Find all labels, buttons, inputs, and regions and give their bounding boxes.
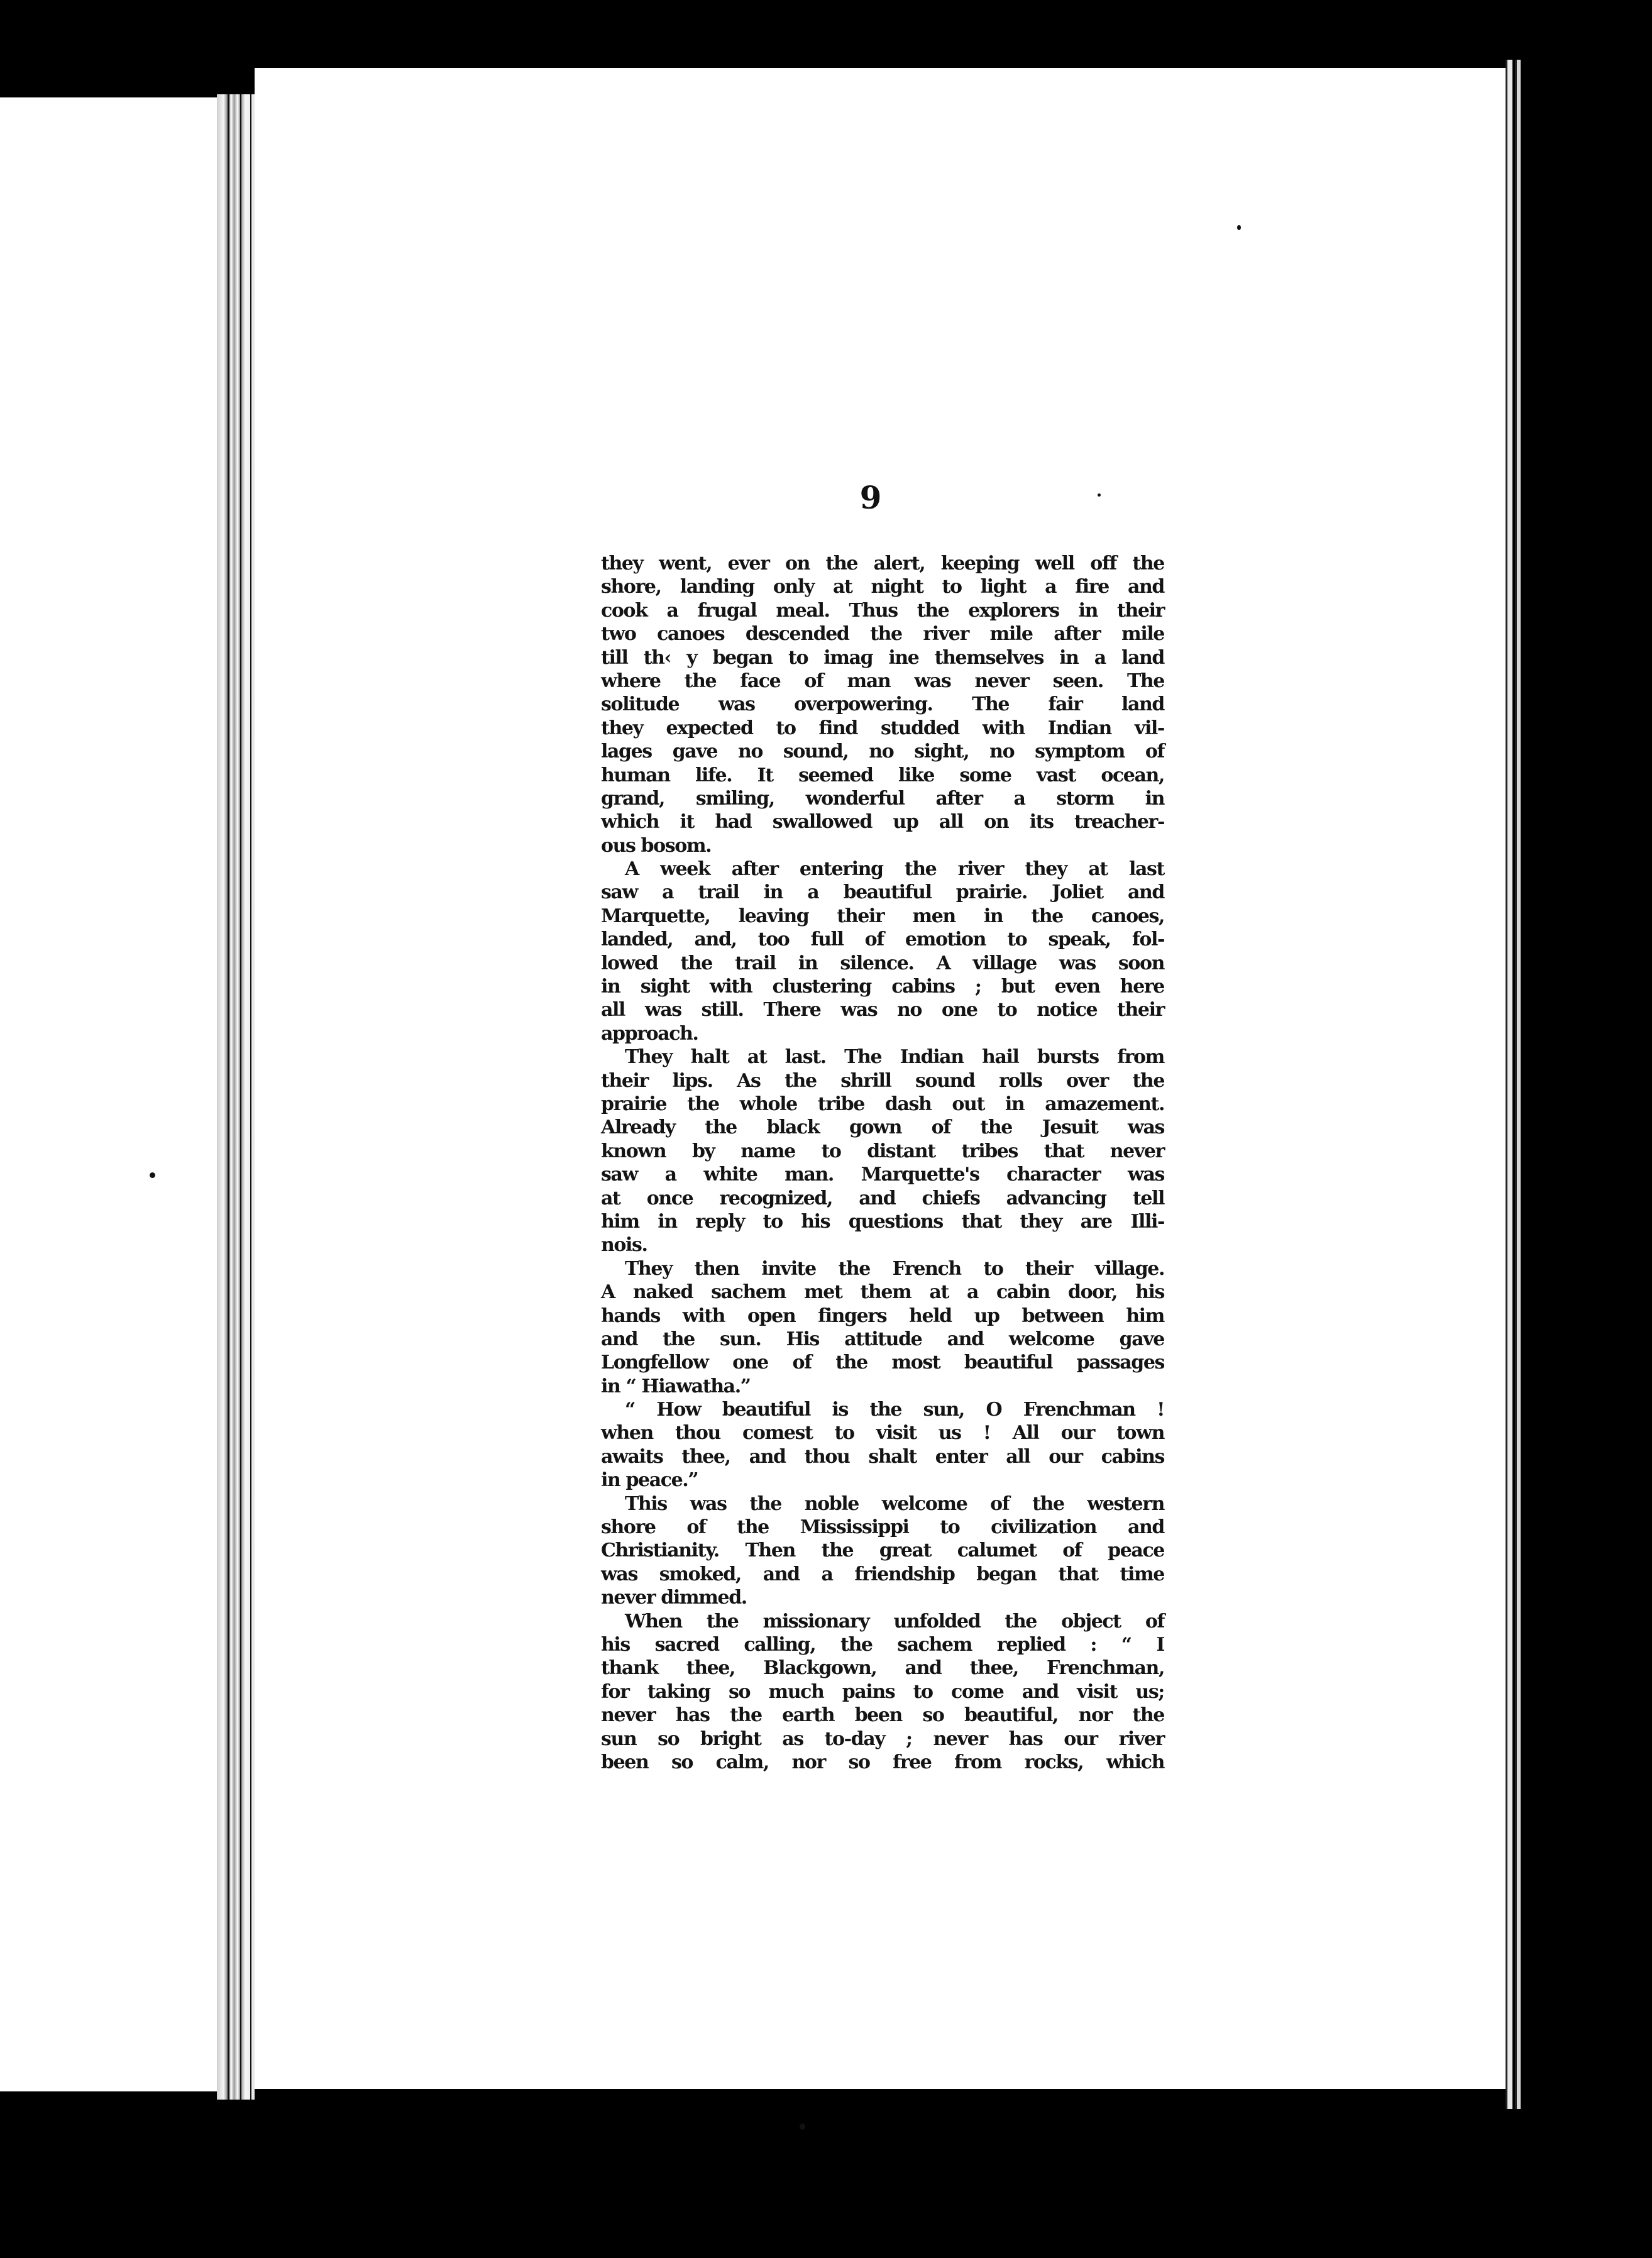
- text-line: nois.: [601, 1234, 647, 1257]
- text-line: for taking so much pains to come and visit us;: [601, 1680, 1164, 1703]
- text-line: been so calm, nor so free from rocks, which: [601, 1751, 1164, 1773]
- text-line: in peace.”: [601, 1469, 698, 1492]
- text-line: in sight with clustering cabins ; but even here: [601, 976, 1164, 998]
- text-line: when thou comest to visit us ! All our town: [601, 1422, 1164, 1445]
- page-speck: [1098, 493, 1101, 497]
- text-line: hands with open fingers held up between him: [601, 1304, 1164, 1327]
- text-line: prairie the whole tribe dash out in amazement.: [601, 1093, 1164, 1115]
- text-line: Longfellow one of the most beautiful passages: [601, 1352, 1164, 1374]
- page-edge: [1506, 60, 1512, 2109]
- text-line: Marquette, leaving their men in the canoes,: [601, 905, 1164, 927]
- text-line: two canoes descended the river mile after mile: [601, 623, 1164, 646]
- left-page: [0, 97, 217, 2091]
- text-line: lages gave no sound, no sight, no symptom of: [601, 741, 1164, 763]
- text-line: till th‹ y began to imaɡ ine themselves in a land: [601, 646, 1164, 669]
- text-line: shore of the Mississippi to civilization and: [601, 1516, 1164, 1539]
- text-line: human life. It seemed like some vast ocean,: [601, 764, 1164, 786]
- text-line: known by name to distant tribes that never: [601, 1140, 1164, 1162]
- text-line: they expected to find studded with Indian vil-: [601, 717, 1164, 739]
- text-line: which it had swallowed up all on its treacher-: [601, 811, 1164, 834]
- page-edge: [1515, 60, 1521, 2109]
- page-speck: [1237, 225, 1241, 230]
- text-line: saw a trail in a beautiful prairie. Joliet and: [601, 881, 1164, 904]
- text-line: his sacred calling, the sachem replied : “ I: [601, 1633, 1164, 1656]
- text-line: never has the earth been so beautiful, nor the: [601, 1704, 1164, 1727]
- text-line: lowed the trail in silence. A village was soon: [601, 952, 1164, 974]
- text-line: all was still. There was no one to notice their: [601, 999, 1164, 1022]
- page-number: 9: [859, 479, 882, 516]
- text-line: A week after entering the river they at last: [625, 858, 1164, 881]
- text-line: landed, and, too full of emotion to speak, fol-: [601, 928, 1164, 951]
- gutter-shadow-line: [240, 94, 241, 2100]
- text-line: awaits thee, and thou shalt enter all our cabins: [601, 1445, 1164, 1468]
- text-line: was smoked, and a friendship began that time: [601, 1563, 1164, 1585]
- text-line: solitude was overpowering. The fair land: [601, 693, 1164, 716]
- text-line: A naked sachem met them at a cabin door, his: [601, 1281, 1164, 1304]
- text-line: cook a frugal meal. Thus the explorers in their: [601, 599, 1164, 622]
- text-line: This was the noble welcome of the western: [625, 1492, 1164, 1515]
- text-line: and the sun. His attitude and welcome gave: [601, 1328, 1164, 1350]
- text-line: Already the black gown of the Jesuit was: [601, 1116, 1164, 1139]
- text-line: they went, ever on the alert, keeping well off the: [601, 553, 1164, 575]
- text-line: their lips. As the shrill sound rolls over the: [601, 1069, 1164, 1092]
- text-line: Christianity. Then the great calumet of peace: [601, 1539, 1164, 1562]
- text-line: in “ Hiawatha.”: [601, 1375, 751, 1397]
- book-gutter: [217, 94, 255, 2100]
- text-line: thank thee, Blackgown, and thee, Frenchman,: [601, 1657, 1164, 1680]
- text-line: sun so bright as to-day ; never has our river: [601, 1727, 1164, 1750]
- text-line: “ How beautiful is the sun, O Frenchman !: [625, 1399, 1164, 1421]
- page-speck: [150, 1172, 155, 1178]
- text-line: They then invite the French to their village.: [625, 1257, 1164, 1280]
- text-line: shore, landing only at night to light a fire and: [601, 576, 1164, 598]
- text-line: They halt at last. The Indian hail bursts from: [625, 1046, 1164, 1069]
- text-line: When the missionary unfolded the object of: [625, 1610, 1164, 1633]
- text-line: ous bosom.: [601, 834, 712, 857]
- text-line: at once recognized, and chiefs advancing tell: [601, 1187, 1164, 1209]
- text-line: where the face of man was never seen. The: [601, 669, 1164, 692]
- page-speck: [800, 2123, 805, 2130]
- text-line: approach.: [601, 1022, 698, 1045]
- text-line: never dimmed.: [601, 1587, 747, 1609]
- text-line: saw a white man. Marquette's character was: [601, 1164, 1164, 1186]
- body-text: [601, 552, 1164, 1774]
- gutter-shadow-line: [250, 94, 251, 2100]
- text-line: him in reply to his questions that they are Illi-: [601, 1210, 1164, 1233]
- text-line: grand, smiling, wonderful after a storm in: [601, 787, 1164, 810]
- gutter-shadow-line: [228, 94, 229, 2100]
